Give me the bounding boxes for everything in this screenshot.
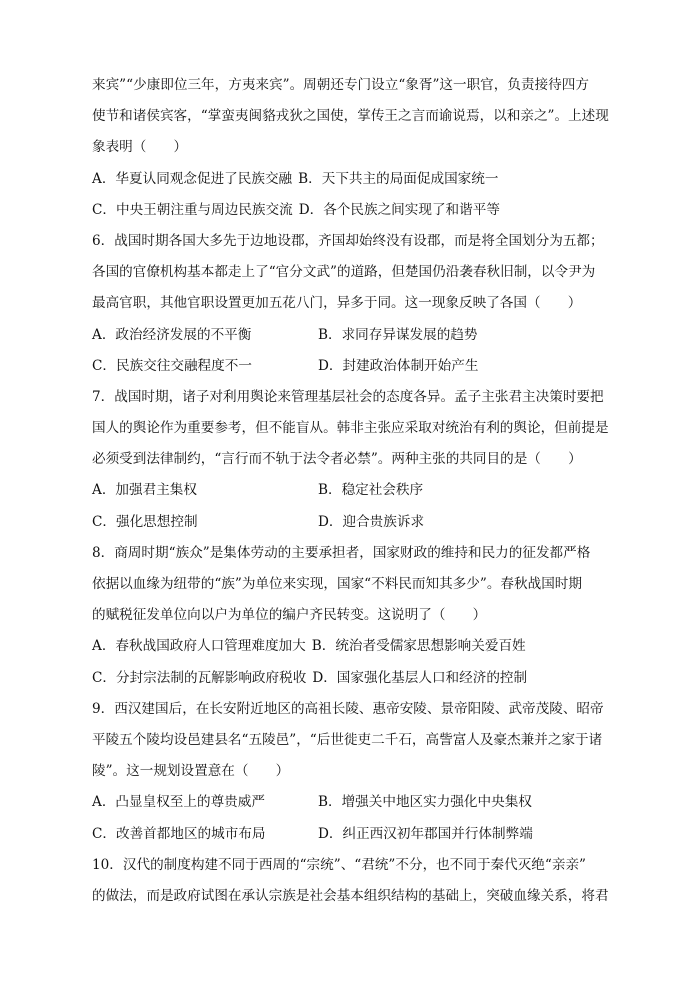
answer-options xyxy=(92,631,656,693)
option-a: A．华夏认同观念促进了民族交融 xyxy=(92,170,293,187)
option-row xyxy=(92,351,656,382)
option-d: D．纠正西汉初年郡国并行体制弊端 xyxy=(318,825,533,842)
answer-options xyxy=(92,164,656,226)
option-b: B．稳定社会秩序 xyxy=(318,482,424,499)
option-b: B．天下共主的局面促成国家统一 xyxy=(298,170,499,187)
question-text-line: 使节和诸侯宾客，“掌蛮夷闽貉戎狄之国使，掌传王之言而谕说焉，以和亲之”。上述现 xyxy=(92,108,609,125)
question-9 xyxy=(92,694,656,850)
question-text-line: 10．汉代的制度构建不同于西周的“宗统”、“君统”不分，也不同于秦代灭绝“亲亲” xyxy=(92,856,586,873)
question-7 xyxy=(92,382,656,538)
question-text-line: 国人的舆论作为重要参考，但不能盲从。韩非主张应采取对统治有利的舆论，但前提是 xyxy=(92,420,609,437)
option-c: C．强化思想控制 xyxy=(92,513,198,530)
question-text-line: 各国的官僚机构基本都走上了“官分文武”的道路，但楚国仍沿袭春秋旧制，以令尹为 xyxy=(92,264,596,281)
option-row xyxy=(92,507,656,538)
option-row xyxy=(92,320,656,351)
question-8 xyxy=(92,538,656,694)
answer-options xyxy=(92,320,656,382)
question-text-line: 7．战国时期，诸子对利用舆论来管理基层社会的态度各异。孟子主张君主决策时要把 xyxy=(92,388,604,405)
option-b: B．增强关中地区实力强化中央集权 xyxy=(318,794,532,811)
option-a: A．凸显皇权至上的尊贵威严 xyxy=(92,794,265,811)
question-text-line: 6．战国时期各国大多先于边地设郡，齐国却始终没有设郡，而是将全国划分为五都； xyxy=(92,232,604,249)
option-d: D．各个民族之间实现了和谐平等 xyxy=(298,201,500,218)
answer-options xyxy=(92,787,656,849)
option-row xyxy=(92,195,656,226)
option-c: C．民族交往交融程度不一 xyxy=(92,357,252,374)
question-text-line: 陵”。这一规划设置意在（ ） xyxy=(92,763,290,780)
question-text-line: 象表明（ ） xyxy=(92,139,188,156)
option-b: B．统治者受儒家思想影响关爱百姓 xyxy=(311,638,526,655)
question-10 xyxy=(92,850,656,912)
option-d: D．迎合贵族诉求 xyxy=(318,513,425,530)
option-row xyxy=(92,819,656,850)
option-row xyxy=(92,475,656,506)
option-a: A．加强君主集权 xyxy=(92,482,197,499)
option-row xyxy=(92,663,656,694)
question-text-line: 9．西汉建国后，在长安附近地区的高祖长陵、惠帝安陵、景帝阳陵、武帝茂陵、昭帝 xyxy=(92,700,604,717)
answer-options xyxy=(92,475,656,537)
question-text-line: 依据以血缘为纽带的“族”为单位来实现，国家“不料民而知其多少”。春秋战国时期 xyxy=(92,576,582,592)
option-a: A．春秋战国政府人口管理难度加大 xyxy=(92,638,306,655)
option-row xyxy=(92,631,656,662)
question-text-line: 平陵五个陵均设邑建县名“五陵邑”，“后世徙吏二千石，高訾富人及豪杰兼并之家于诸 xyxy=(92,731,603,748)
option-b: B．求同存异谋发展的趋势 xyxy=(318,326,478,343)
option-row xyxy=(92,164,656,195)
question-6 xyxy=(92,226,656,382)
question-text-line: 最高官职，其他官职设置更加五花八门，异多于同。这一现象反映了各国（ ） xyxy=(92,295,582,312)
option-a: A．政治经济发展的不平衡 xyxy=(92,326,252,343)
question-text-line: 的赋税征发单位向以户为单位的编户齐民转变。这说明了（ ） xyxy=(92,607,487,624)
question-text-line: 必须受到法律制约，“言行而不轨于法令者必禁”。两种主张的共同目的是（ ） xyxy=(92,451,582,468)
option-c: C．中央王朝注重与周边民族交流 xyxy=(92,201,293,218)
question-text-line: 来宾”“少康即位三年，方夷来宾”。周朝还专门设立“象胥”这一职官，负责接待四方 xyxy=(92,77,589,93)
question-text-line: 8．商周时期“族众”是集体劳动的主要承担者，国家财政的维持和民力的征发都严格 xyxy=(92,544,591,561)
question-text-line: 的做法，而是政府试图在承认宗族是社会基本组织结构的基础上，突破血缘关系，将君 xyxy=(92,887,609,904)
question-5-tail xyxy=(92,70,656,226)
option-c: C．分封宗法制的瓦解影响政府税收 xyxy=(92,669,307,686)
option-c: C．改善首都地区的城市布局 xyxy=(92,825,266,842)
option-d: D．国家强化基层人口和经济的控制 xyxy=(312,669,528,686)
option-d: D．封建政治体制开始产生 xyxy=(318,357,479,374)
option-row xyxy=(92,787,656,818)
